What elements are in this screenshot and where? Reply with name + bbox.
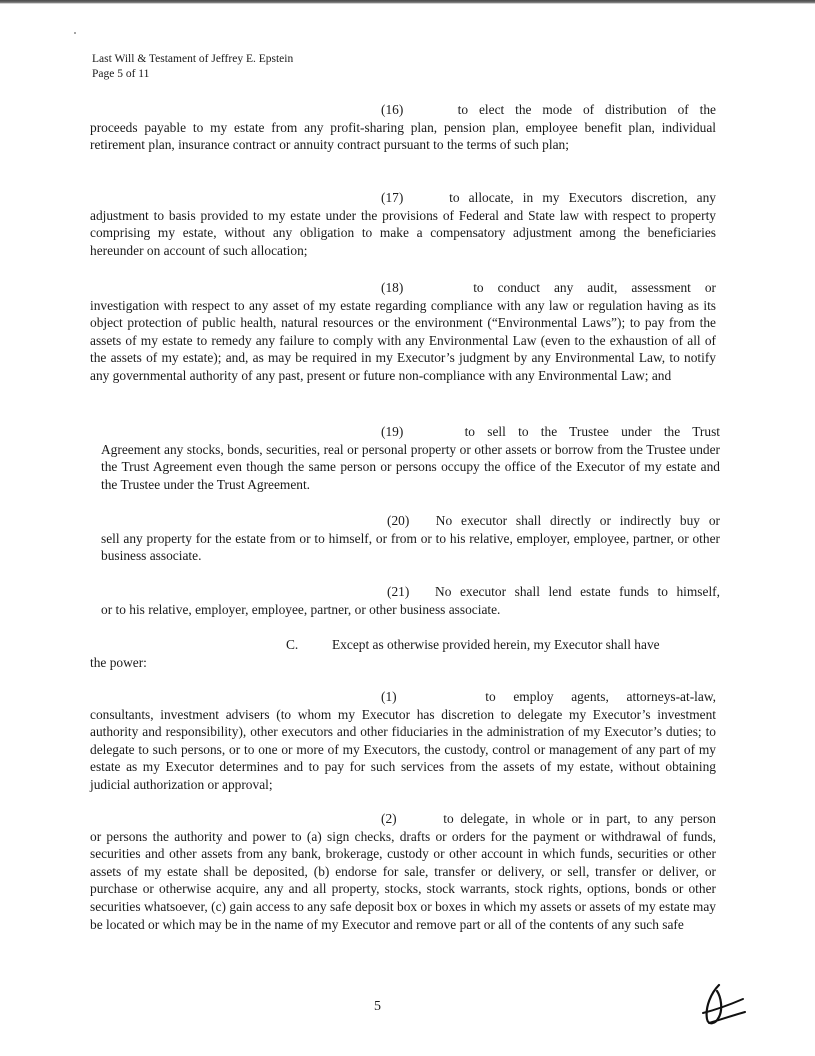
paragraph-18 (90, 279, 716, 385)
scan-speck (74, 32, 76, 34)
paragraph-body: investigation with respect to any asset of my estate regarding compliance with any law or regulation having as its object protection of public health, natural resources or the environment (“Environmental Laws”); to pay from the assets of my estate to remedy any failure to comply with any Environmental Law (even to the exhaustion of all of the assets of my estate); and, as may be required in my Executor’s judgment by any Environmental Law, to notify any governmental authority of any past, present or future non-compliance with any Environmental Law; and (90, 297, 716, 383)
paragraph-lead: (21) No executor shall lend estate funds to himself, (387, 584, 720, 599)
paragraph-21 (101, 583, 720, 618)
section-c-label: C. (286, 637, 299, 652)
paragraph-lead: (1) to employ agents, attorneys-at-law, (381, 689, 716, 704)
paragraph-body: Agreement any stocks, bonds, securities, real or personal property or other assets or borrow from the Trustee under the Trust Agreement even though the same person or persons occupy the office of the Executor of my estate and the Trustee under the Trust Agreement. (101, 441, 720, 492)
paragraph-lead: (2) to delegate, in whole or in part, to any person (381, 811, 716, 826)
paragraph-lead: (20) No executor shall directly or indirectly buy or (387, 513, 720, 528)
sub-paragraph-2 (90, 810, 716, 933)
paragraph-lead: (16) to elect the mode of distribution of the (381, 102, 716, 117)
paragraph-lead: (17) to allocate, in my Executors discretion, any (381, 190, 716, 205)
paragraph-16 (90, 101, 716, 154)
paragraph-20 (101, 512, 720, 565)
paragraph-body: or persons the authority and power to (a) sign checks, drafts or orders for the payment or withdrawal of funds, securities and other assets from any bank, brokerage, custody or other account in which funds, securities or other assets of my estate shall be deposited, (b) endorse for sale, transfer or delivery, or sell, transfer or deliver, or purchase or otherwise acquire, any and all property, stocks, stock warrants, stock rights, options, bonds or other securities whatsoever, (c) gain access to any safe deposit box or boxes in which my assets or assets of my estate may be located or which may be in the name of my Executor and remove part or all of the contents of any such safe (90, 828, 716, 932)
page-number: 5 (374, 999, 381, 1014)
paragraph-body: sell any property for the estate from or to himself, or from or to his relative, employer, employee, partner, or other business associate. (101, 530, 720, 564)
paragraph-lead: (18) to conduct any audit, assessment or (381, 280, 716, 295)
paragraph-lead: (19) to sell to the Trustee under the Trust (381, 424, 720, 439)
paragraph-body: or to his relative, employer, employee, partner, or other business associate. (101, 601, 501, 617)
paragraph-17 (90, 189, 716, 259)
section-c-lead: Except as otherwise provided herein, my Executor shall have (332, 637, 660, 652)
handwritten-initials-icon (697, 983, 749, 1029)
scan-edge-line (0, 0, 815, 4)
paragraph-19 (101, 423, 720, 493)
paragraph-body: proceeds payable to my estate from any profit-sharing plan, pension plan, employee benefit plan, individual retirement plan, insurance contract or annuity contract pursuant to the terms of such plan; (90, 119, 716, 153)
paragraph-body: adjustment to basis provided to my estate under the provisions of Federal and State law with respect to property comprising my estate, without any obligation to make a compensatory adjustment among the beneficiaries hereunder on account of such allocation; (90, 207, 716, 258)
section-c-tail: the power: (90, 655, 147, 670)
section-c-heading (286, 636, 716, 654)
sub-paragraph-1 (90, 688, 716, 794)
header-title: Last Will & Testament of Jeffrey E. Epstein (92, 53, 294, 65)
header-page-of: Page 5 of 11 (92, 68, 150, 80)
document-header (92, 52, 293, 82)
paragraph-body: consultants, investment advisers (to whom my Executor has discretion to delegate my Executor’s investment authority and responsibility), other executors and other fiduciaries in the administration of my Executor’s duties; to delegate to such persons, or to one or more of my Executors, the custody, control or management of any part of my estate as my Executor determines and to pay for such services from the assets of my estate, without obtaining judicial authorization or approval; (90, 706, 716, 792)
